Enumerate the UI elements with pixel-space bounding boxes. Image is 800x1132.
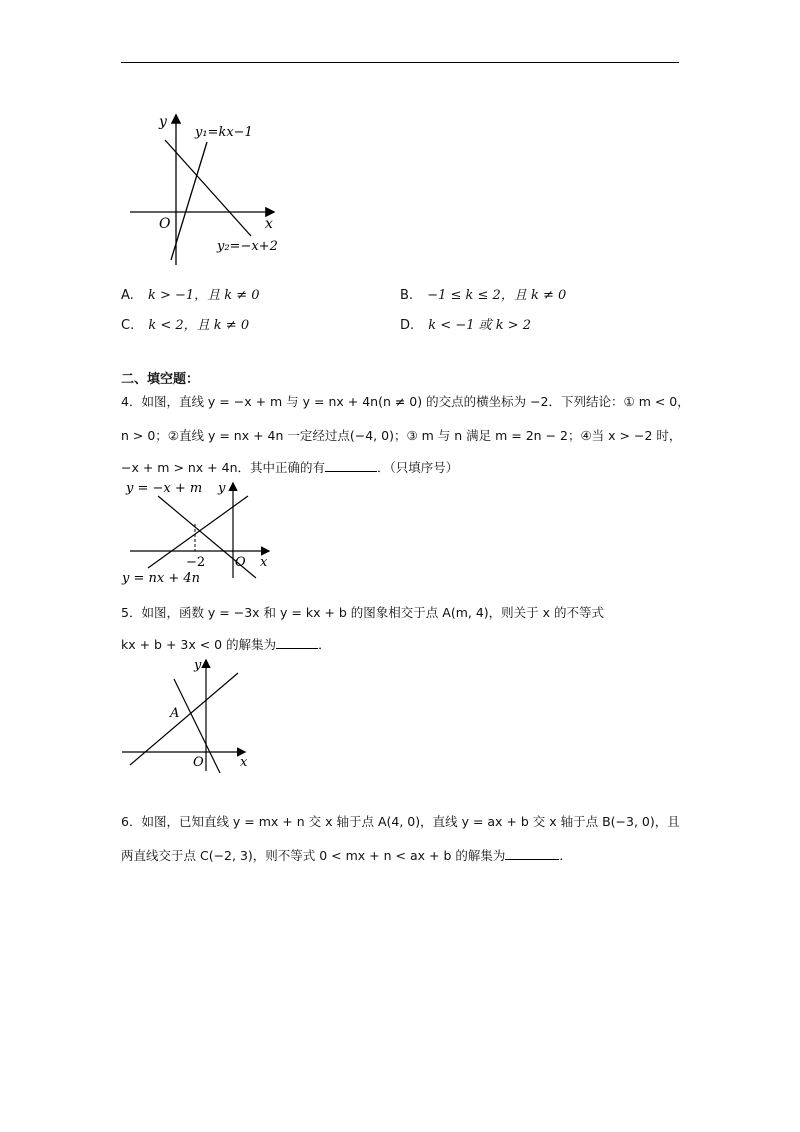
- q5-line-2-text: kx + b + 3x < 0 的解集为: [121, 637, 277, 652]
- q4-line-3: [121, 458, 458, 476]
- option-c-letter: C.: [121, 318, 135, 333]
- option-b-letter: B.: [400, 288, 414, 303]
- line-y2: [165, 140, 251, 236]
- header-rule: [121, 62, 679, 63]
- option-c-text: k < 2，且 k ≠ 0: [148, 318, 250, 333]
- line1-label: y₁=kx−1: [195, 125, 253, 140]
- q5-point-label: A: [170, 706, 180, 721]
- option-c[interactable]: [121, 314, 249, 333]
- q6-answer-blank[interactable]: [505, 858, 559, 860]
- q5-answer-blank[interactable]: [276, 647, 318, 649]
- q4-x-label: x: [260, 555, 268, 570]
- option-a[interactable]: [121, 284, 260, 303]
- q4-line-1: 4．如图，直线 y = −x + m 与 y = nx + 4n(n ≠ 0) 的交点的横坐标为 −2．下列结论：① m < 0，: [121, 394, 690, 409]
- figure-q4-graph: [118, 478, 288, 588]
- x-axis-label: x: [265, 216, 273, 232]
- option-b-text: −1 ≤ k ≤ 2，且 k ≠ 0: [427, 288, 567, 303]
- q6-line-2: [121, 846, 572, 864]
- q6-line-2-tail: ．: [559, 848, 572, 863]
- q4-tick-label: −2: [186, 555, 206, 570]
- q4-y-label: y: [218, 481, 226, 496]
- option-b[interactable]: [400, 284, 566, 303]
- q4-origin-label: O: [235, 555, 246, 570]
- q4-line-3-tail: ．（只填序号）: [377, 460, 459, 475]
- q6-line-2-text: 两直线交于点 C(−2, 3)，则不等式 0 < mx + n < ax + b 的解集为: [121, 848, 506, 863]
- q4-line-2: n > 0；②直线 y = nx + 4n 一定经过点(−4, 0)；③ m 与 n 满足 m = 2n − 2；④当 x > −2 时，: [121, 428, 682, 443]
- option-d-letter: D.: [400, 318, 415, 333]
- q4-line-3-text: −x + m > nx + 4n．其中正确的有: [121, 460, 326, 475]
- q5-line-kxb: [130, 673, 238, 765]
- q5-origin-label: O: [193, 755, 204, 770]
- q6-line-1: 6．如图，已知直线 y = mx + n 交 x 轴于点 A(4, 0)，直线 y = ax + b 交 x 轴于点 B(−3, 0)，且: [121, 814, 680, 829]
- figure-1-graph: [125, 110, 285, 270]
- origin-label: O: [159, 216, 171, 232]
- q4-answer-blank[interactable]: [325, 470, 377, 472]
- option-d-text: k < −1 或 k > 2: [428, 318, 532, 333]
- section-2-title: 二、填空题：: [121, 372, 200, 387]
- figure-q5-graph: [118, 655, 258, 775]
- q5-line-2: [121, 635, 331, 653]
- option-a-letter: A.: [121, 288, 134, 303]
- q5-line-1: 5．如图，函数 y = −3x 和 y = kx + b 的图象相交于点 A(m, 4)，则关于 x 的不等式: [121, 605, 604, 620]
- y-axis-label: y: [159, 114, 167, 130]
- option-d[interactable]: [400, 314, 531, 333]
- q4-line2-label: y = nx + 4n: [122, 571, 201, 586]
- line2-label: y₂=−x+2: [217, 239, 278, 254]
- q4-line1-label: y = −x + m: [126, 481, 203, 496]
- q5-line-2-tail: ．: [318, 637, 331, 652]
- option-a-text: k > −1，且 k ≠ 0: [147, 288, 260, 303]
- q5-x-label: x: [240, 755, 248, 770]
- q5-y-label: y: [194, 658, 202, 673]
